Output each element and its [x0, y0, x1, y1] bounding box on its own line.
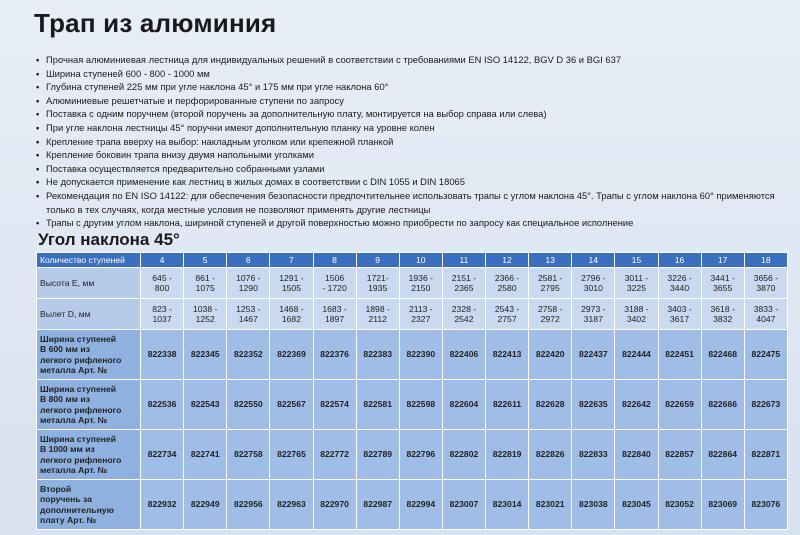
width800-row-cell: 822611 [486, 380, 529, 430]
height-row-cell [615, 268, 658, 299]
steps-row-cell: 7 [270, 253, 313, 268]
steps-row-cell: 15 [615, 253, 658, 268]
width800-row-cell: 822628 [529, 380, 572, 430]
rail-row-cell: 823007 [442, 480, 485, 530]
width600-row-cell: 822475 [744, 330, 787, 380]
rail-row-cell: 822970 [313, 480, 356, 530]
reach-row-cell-line: 1253 - [236, 303, 261, 314]
reach-row-cell [227, 299, 270, 330]
section-subtitle: Угол наклона 45° [38, 230, 180, 249]
steps-row-cell: 8 [313, 253, 356, 268]
height-row-cell-line: - 1720 [322, 283, 347, 293]
reach-row-cell-line: 2112 [368, 314, 387, 324]
height-row-cell [270, 268, 313, 299]
width800-row-cell: 822567 [270, 380, 313, 430]
height-row-cell-line: 2365 [454, 283, 474, 293]
width600-row-label-line: В 600 мм из [40, 344, 90, 354]
width1000-row-cell: 822840 [615, 430, 658, 480]
rail-row-cell: 823038 [572, 480, 615, 530]
steps-row-cell: 17 [701, 253, 744, 268]
width1000-row-cell: 822833 [572, 430, 615, 480]
width600-row-cell: 822444 [615, 330, 658, 380]
reach-row-cell-line: 3187 [583, 314, 603, 324]
width1000-row-cell: 822772 [313, 430, 356, 480]
reach-row-cell-line: 3832 [713, 314, 733, 324]
reach-row-cell-line: 2757 [497, 314, 517, 324]
width800-row-label-line: легкого рифленого [40, 404, 122, 415]
width800-row-cell: 822659 [658, 380, 701, 430]
width600-row-cell: 822352 [227, 330, 270, 380]
width600-row-label [37, 330, 141, 380]
feature-item: • Крепление трапа вверху на выбор: накладным уголком или крепежной планкой [36, 135, 788, 149]
reach-row-cell-line: 2113 - [408, 303, 433, 314]
height-row-cell [572, 268, 615, 299]
reach-row-cell-line: 1252 [195, 314, 215, 324]
reach-row-cell [615, 299, 658, 330]
width800-row-label-line: металла Арт. № [40, 415, 108, 425]
steps-row-cell: 6 [227, 253, 270, 268]
reach-row-cell [701, 299, 744, 330]
feature-item: • Прочная алюминиевая лестница для индивидуальных решений в соответствии с требованиями EN ISO 14122, BGV D 36 и BGI 637 [36, 53, 788, 67]
reach-row-cell-line: 2973 - [581, 303, 606, 314]
reach-row-cell-line: 3188 - [624, 303, 649, 314]
reach-row-cell [572, 299, 615, 330]
height-row-cell [141, 268, 184, 299]
height-row-cell-line: 2795 [540, 283, 560, 293]
rail-row [37, 480, 788, 530]
width1000-row-label-line: металла Арт. № [40, 465, 108, 475]
height-row-cell-line: 645 - [152, 272, 172, 283]
width1000-row-cell: 822758 [227, 430, 270, 480]
feature-item: • Не допускается применение как лестниц в жилых домах в соответствии с DIN 1055 и DIN 18065 [36, 175, 788, 189]
steps-row-cell: 14 [572, 253, 615, 268]
width600-row-cell: 822345 [184, 330, 227, 380]
steps-row-cell: 5 [184, 253, 227, 268]
reach-row-cell-line: 3403 - [667, 303, 692, 314]
reach-row-cell-line: 2543 - [494, 303, 520, 314]
height-row-cell-line: 1291 - [279, 272, 304, 283]
height-row-cell-line: 2796 - [581, 272, 606, 283]
width1000-row-label-line: В 1000 мм из [40, 444, 95, 454]
steps-row-cell: 13 [529, 253, 572, 268]
width1000-row-cell: 822871 [744, 430, 787, 480]
steps-row-cell: 16 [658, 253, 701, 268]
reach-row-cell [486, 299, 529, 330]
height-row-cell-line: 1936 - [408, 272, 433, 283]
reach-row-cell-line: 3618 - [710, 303, 735, 314]
width1000-row-cell: 822857 [658, 430, 701, 480]
height-row-cell-line: 1935 [368, 283, 388, 293]
width600-row-cell: 822390 [399, 330, 442, 380]
width800-row-cell: 822550 [227, 380, 270, 430]
width1000-row-cell: 822789 [356, 430, 399, 480]
reach-row-cell [270, 299, 313, 330]
rail-row-cell: 823014 [486, 480, 529, 530]
rail-row-cell: 823052 [658, 480, 701, 530]
height-row-cell [744, 268, 787, 299]
rail-row-cell: 822987 [356, 480, 399, 530]
reach-row-cell-line: 2328 - [451, 303, 477, 314]
width800-row [37, 380, 788, 430]
steps-row-cell: 4 [141, 253, 184, 268]
feature-item: • При угле наклона лестницы 45° поручни имеют дополнительную планку на уровне колен [36, 121, 788, 135]
steps-row-cell: 10 [399, 253, 442, 268]
width800-row-label [37, 380, 141, 430]
height-row-cell-line: 2580 [497, 283, 517, 293]
feature-item: • Поставка с одним поручнем (второй поручень за дополнительную плату, монтируется на выбор справа или слева) [36, 107, 788, 121]
feature-item: • Рекомендация по EN ISO 14122: для обеспечения безопасности предпочтительнее использовать трапы с углом наклона 45°. Трапы с углом наклона 60° применяются только в тех случаях, когда местные условия не позволяют применять другие лестницы [36, 189, 788, 216]
height-row-cell-line: 800 [154, 283, 170, 293]
rail-row-label-line: плату Арт. № [40, 515, 97, 525]
reach-row-cell [658, 299, 701, 330]
height-row-cell-line: 3440 [670, 283, 690, 293]
height-row-cell [442, 268, 485, 299]
width1000-row-cell: 822734 [141, 430, 184, 480]
steps-row-label: Количество ступеней [37, 253, 141, 268]
width800-row-cell: 822574 [313, 380, 356, 430]
width800-row-cell: 822673 [744, 380, 787, 430]
width600-row-cell: 822468 [701, 330, 744, 380]
reach-row-cell-line: 1037 [152, 314, 172, 324]
height-row-cell-line: 2366 - [494, 272, 520, 283]
height-row-cell-line: 3655 [713, 283, 733, 293]
height-row-cell [356, 268, 399, 299]
feature-item: • Трапы с другим углом наклона, шириной ступеней и другой поверхностью можно приобрести по запросу как специальное исполнение [36, 216, 788, 230]
height-row-cell [486, 268, 529, 299]
width1000-row-cell: 822796 [399, 430, 442, 480]
reach-row-cell-line: 2542 [454, 314, 474, 324]
height-row-cell-line: 861 - [195, 272, 215, 283]
height-row-cell-line: 2581 - [538, 272, 563, 283]
steps-row-cell: 12 [486, 253, 529, 268]
height-row-cell-line: 3441 - [710, 272, 735, 283]
rail-row-label-line: Второй [40, 483, 72, 494]
width800-row-cell: 822635 [572, 380, 615, 430]
width600-row-cell: 822376 [313, 330, 356, 380]
feature-list [36, 53, 788, 230]
rail-row-label-line: дополнительную [40, 504, 114, 515]
width600-row-label-line: Ширина ступеней [40, 333, 117, 344]
rail-row-cell: 822956 [227, 480, 270, 530]
width1000-row-cell: 822765 [270, 430, 313, 480]
rail-row-cell: 822994 [399, 480, 442, 530]
reach-row-cell-line: 1467 [238, 314, 258, 324]
rail-row-cell: 822963 [270, 480, 313, 530]
width1000-row-cell: 822826 [529, 430, 572, 480]
reach-row-cell-line: 1468 - [279, 303, 304, 314]
width800-row-label-line: В 800 мм из [40, 394, 90, 404]
width800-row-cell: 822604 [442, 380, 485, 430]
width600-row [37, 330, 788, 380]
width600-row-cell: 822383 [356, 330, 399, 380]
height-row-cell-line: 2151 - [451, 272, 477, 283]
width1000-row-label-line: легкого рифленого [40, 454, 122, 465]
width800-row-label-line: Ширина ступеней [40, 383, 117, 394]
height-row-cell-line: 3011 - [624, 272, 649, 283]
width600-row-cell: 822338 [141, 330, 184, 380]
rail-row-cell: 822949 [184, 480, 227, 530]
feature-item: • Крепление боковин трапа внизу двумя напольными уголками [36, 148, 788, 162]
width1000-row [37, 430, 788, 480]
reach-row-cell-line: 2972 [540, 314, 560, 324]
height-row-cell-line: 1505 [281, 283, 301, 293]
steps-row-cell: 18 [744, 253, 787, 268]
reach-row-cell-line: 1038 - [193, 303, 218, 314]
reach-row-cell [356, 299, 399, 330]
reach-row-cell-line: 3402 [626, 314, 646, 324]
reach-row-cell-line: 1897 [325, 314, 345, 324]
rail-row-cell: 823069 [701, 480, 744, 530]
height-row-cell [184, 268, 227, 299]
width1000-row-cell: 822819 [486, 430, 529, 480]
height-row [37, 268, 788, 299]
reach-row [37, 299, 788, 330]
width800-row-cell: 822536 [141, 380, 184, 430]
height-row-cell [313, 268, 356, 299]
spec-table [36, 252, 788, 530]
rail-row-label-line: поручень за [40, 494, 92, 504]
reach-row-cell [141, 299, 184, 330]
reach-row-cell-line: 823 - [152, 303, 172, 314]
height-row-cell [529, 268, 572, 299]
rail-row-label [37, 480, 141, 530]
height-row-cell [701, 268, 744, 299]
height-row-cell-line: 3870 [756, 283, 776, 293]
rail-row-cell: 822932 [141, 480, 184, 530]
width1000-row-label-line: Ширина ступеней [40, 433, 117, 444]
height-row-cell [227, 268, 270, 299]
width800-row-cell: 822642 [615, 380, 658, 430]
feature-item: • Поставка осуществляется предварительно собранными узлами [36, 162, 788, 176]
reach-row-cell-line: 3617 [670, 314, 690, 324]
width600-row-cell: 822369 [270, 330, 313, 380]
feature-item: • Ширина ступеней 600 - 800 - 1000 мм [36, 67, 788, 81]
reach-row-cell-line: 1898 - [365, 303, 390, 314]
width600-row-cell: 822406 [442, 330, 485, 380]
rail-row-cell: 823045 [615, 480, 658, 530]
reach-row-cell-line: 1682 [281, 314, 301, 324]
reach-row-label: Вылет D, мм [37, 299, 141, 330]
reach-row-cell-line: 3833 - [753, 303, 779, 314]
reach-row-cell [399, 299, 442, 330]
height-row-cell-line: 3226 - [667, 272, 692, 283]
reach-row-cell-line: 1683 - [322, 303, 347, 314]
width600-row-label-line: металла Арт. № [40, 365, 108, 375]
feature-item: • Алюминиевые решетчатые и перфорированные ступени по запросу [36, 94, 788, 108]
width1000-row-label [37, 430, 141, 480]
height-row-cell-line: 3656 - [753, 272, 779, 283]
width1000-row-cell: 822864 [701, 430, 744, 480]
height-row-cell-line: 1076 - [236, 272, 261, 283]
reach-row-cell [529, 299, 572, 330]
height-row-cell-line: 1721- [366, 272, 389, 283]
height-row-cell-line: 3010 [583, 283, 603, 293]
page-title: Трап из алюминия [34, 8, 277, 38]
steps-row-cell: 11 [442, 253, 485, 268]
width600-row-cell: 822420 [529, 330, 572, 380]
reach-row-cell-line: 2327 [411, 314, 431, 324]
height-row-cell [399, 268, 442, 299]
width600-row-label-line: легкого рифленого [40, 354, 122, 365]
width600-row-cell: 822451 [658, 330, 701, 380]
width800-row-cell: 822581 [356, 380, 399, 430]
reach-row-cell-line: 2758 - [538, 303, 563, 314]
width600-row-cell: 822437 [572, 330, 615, 380]
height-row-cell-line: 2150 [411, 283, 431, 293]
reach-row-cell [184, 299, 227, 330]
width800-row-cell: 822666 [701, 380, 744, 430]
rail-row-cell: 823021 [529, 480, 572, 530]
height-row-cell-line: 3225 [626, 283, 646, 293]
reach-row-cell [442, 299, 485, 330]
width800-row-cell: 822543 [184, 380, 227, 430]
reach-row-cell-line: 4047 [756, 314, 776, 324]
width800-row-cell: 822598 [399, 380, 442, 430]
width600-row-cell: 822413 [486, 330, 529, 380]
height-row-cell-line: 1290 [238, 283, 258, 293]
width1000-row-cell: 822802 [442, 430, 485, 480]
feature-item: • Глубина ступеней 225 мм при угле наклона 45° и 175 мм при угле наклона 60° [36, 80, 788, 94]
height-row-cell-line: 1506 [325, 272, 345, 283]
width1000-row-cell: 822741 [184, 430, 227, 480]
height-row-label: Высота Е, мм [37, 268, 141, 299]
steps-row-cell: 9 [356, 253, 399, 268]
reach-row-cell [313, 299, 356, 330]
steps-row [37, 253, 788, 268]
reach-row-cell [744, 299, 787, 330]
height-row-cell-line: 1075 [195, 283, 215, 293]
height-row-cell [658, 268, 701, 299]
rail-row-cell: 823076 [744, 480, 787, 530]
